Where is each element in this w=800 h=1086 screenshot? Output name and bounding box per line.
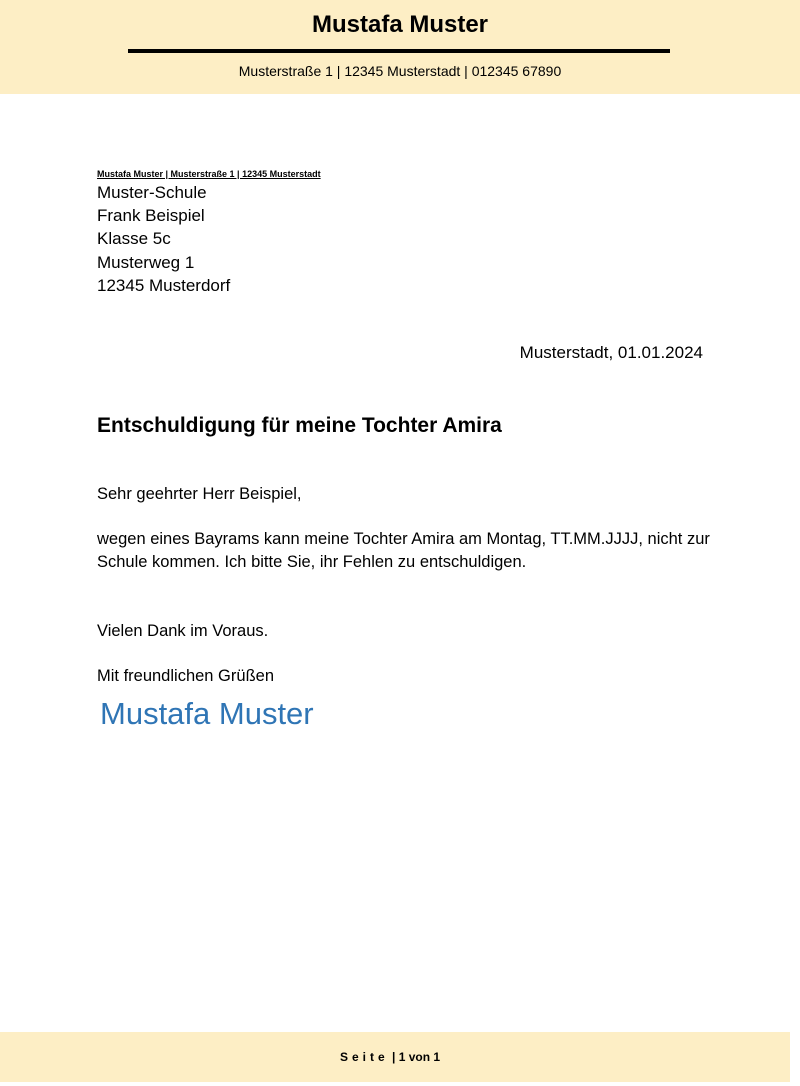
recipient-line: Muster-Schule	[97, 183, 207, 202]
closing-line: Mit freundlichen Grüßen	[97, 667, 274, 685]
recipient-line: Musterweg 1	[97, 252, 195, 272]
letter-subject: Entschuldigung für meine Tochter Amira	[97, 414, 502, 437]
page-separator: |	[391, 1050, 396, 1064]
recipient-address	[97, 181, 230, 297]
thanks-line: Vielen Dank im Voraus.	[97, 622, 269, 640]
signature: Mustafa Muster	[100, 696, 314, 731]
recipient-line: Frank Beispiel	[97, 206, 205, 226]
sender-return-line: Mustafa Muster | Musterstraße 1 | 12345 Musterstadt	[97, 169, 321, 179]
body-paragraph: wegen eines Bayrams kann meine Tochter Amira am Montag, TT.MM.JJJJ, nicht zur Schule kommen. Ich bitte Sie, ihr Fehlen zu entschuldigen.	[97, 530, 710, 571]
footer-band	[0, 1032, 790, 1082]
page-number	[0, 1048, 780, 1066]
salutation: Sehr geehrter Herr Beispiel,	[97, 485, 302, 503]
letterhead-rule	[128, 49, 670, 53]
page-label: Seite	[339, 1050, 389, 1064]
page-value: 1 von 1	[398, 1050, 441, 1064]
letterhead-name: Mustafa Muster	[311, 11, 489, 38]
letterhead-contact: Musterstraße 1 | 12345 Musterstadt | 012345 67890	[238, 63, 562, 79]
recipient-line: 12345 Musterdorf	[97, 275, 231, 295]
letterhead-band	[0, 0, 800, 94]
place-date: Musterstadt, 01.01.2024	[519, 343, 703, 362]
recipient-line: Klasse 5c	[97, 229, 171, 249]
